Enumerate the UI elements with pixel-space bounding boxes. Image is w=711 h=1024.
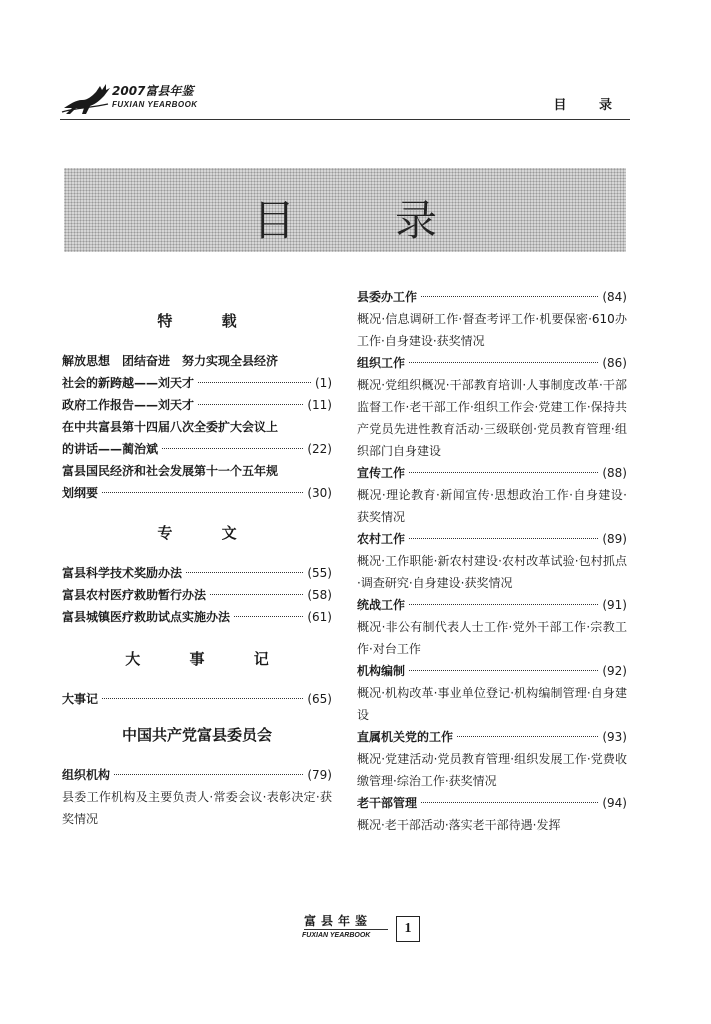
toc-page-number: (89) <box>602 532 627 546</box>
toc-subtopics: 概况·信息调研工作·督查考评工作·机要保密·610办工作·自身建设·获奖情况 <box>357 312 627 348</box>
toc-entry-title: 的讲话——蔺治斌 <box>62 442 159 456</box>
yearbook-subtitle: FUXIAN YEARBOOK <box>112 100 198 109</box>
toc-entry-title: 政府工作报告——刘天才 <box>62 398 195 412</box>
toc-entry-title: 老干部管理 <box>357 796 418 810</box>
toc-subtopics: 概况·理论教育·新闻宣传·思想政治工作·自身建设·获奖情况 <box>357 488 627 524</box>
toc-entry-title: 富县科学技术奖励办法 <box>62 566 183 580</box>
dot-leader <box>210 594 303 595</box>
toc-page-number: (84) <box>602 290 627 304</box>
toc-entry-title: 组织工作 <box>357 356 406 370</box>
toc-entry[interactable] <box>357 462 627 484</box>
toc-entry[interactable] <box>62 438 332 460</box>
toc-page-number: (1) <box>315 376 332 390</box>
toc-page-number: (86) <box>602 356 627 370</box>
toc-subtopics: 概况·党建活动·党员教育管理·组织发展工作·党费收缴管理·综治工作·获奖情况 <box>357 752 627 788</box>
page-footer <box>298 912 428 952</box>
toc-page-number: (79) <box>307 768 332 782</box>
leaping-deer-logo-icon <box>60 78 116 118</box>
toc-entry-title: 划纲要 <box>62 486 99 500</box>
toc-entry[interactable] <box>357 528 627 550</box>
dot-leader <box>114 774 303 775</box>
section-heading: 大 事 记 <box>125 650 291 668</box>
toc-subtopics: 概况·工作职能·新农村建设·农村改革试验·包村抓点·调查研究·自身建设·获奖情况 <box>357 554 627 590</box>
toc-entry-title: 组织机构 <box>62 768 111 782</box>
toc-subtopics: 概况·非公有制代表人士工作·党外干部工作·宗教工作·对台工作 <box>357 620 627 656</box>
toc-page-number: (61) <box>307 610 332 624</box>
page-header <box>60 78 630 122</box>
header-rule <box>60 119 630 120</box>
toc-page-number: (91) <box>602 598 627 612</box>
toc-entry[interactable] <box>62 562 332 584</box>
header-section-label: 目 录 <box>553 98 626 113</box>
dot-leader <box>102 698 303 699</box>
section-heading: 中国共产党富县委员会 <box>121 726 272 744</box>
dot-leader <box>198 404 303 405</box>
toc-subtopics: 概况·党组织概况·干部教育培训·人事制度改革·干部监督工作·老干部工作·组织工作会·党建工作·保持共产党员先进性教育活动·三级联创·党员教育管理·组织部门自身建设 <box>357 378 627 458</box>
toc-page-number: (65) <box>307 692 332 706</box>
toc-entry[interactable] <box>62 688 332 710</box>
dot-leader <box>234 616 303 617</box>
toc-right-column <box>357 280 627 836</box>
toc-entry[interactable] <box>357 660 627 682</box>
toc-entry[interactable] <box>357 792 627 814</box>
toc-entry-title: 社会的新跨越——刘天才 <box>62 376 195 390</box>
toc-entry[interactable] <box>357 594 627 616</box>
dot-leader <box>186 572 303 573</box>
toc-entry-title: 直属机关党的工作 <box>357 730 454 744</box>
toc-entry-title: 农村工作 <box>357 532 406 546</box>
footer-subtitle: FUXIAN YEARBOOK <box>302 932 371 939</box>
toc-page-number: (58) <box>307 588 332 602</box>
dot-leader <box>409 670 598 671</box>
toc-page-number: (88) <box>602 466 627 480</box>
toc-page-number: (92) <box>602 664 627 678</box>
toc-entry-title: 统战工作 <box>357 598 406 612</box>
toc-entry-title: 机构编制 <box>357 664 406 678</box>
footer-rule <box>304 929 388 930</box>
toc-entry-title: 大事记 <box>62 692 99 706</box>
toc-entry-title: 宣传工作 <box>357 466 406 480</box>
toc-entry[interactable] <box>62 394 332 416</box>
toc-entry-line[interactable]: 富县国民经济和社会发展第十一个五年规 <box>62 464 279 478</box>
toc-entry-line[interactable]: 解放思想 团结奋进 努力实现全县经济 <box>62 354 279 368</box>
dot-leader <box>162 448 303 449</box>
toc-subtopics: 概况·机构改革·事业单位登记·机构编制管理·自身建设 <box>357 686 627 722</box>
toc-entry[interactable] <box>357 352 627 374</box>
toc-entry[interactable] <box>62 606 332 628</box>
toc-subtopics: 县委工作机构及主要负责人·常委会议·表彰决定·获奖情况 <box>62 790 332 826</box>
toc-entry[interactable] <box>62 372 332 394</box>
page-number: 1 <box>396 916 420 942</box>
dot-leader <box>421 296 598 297</box>
toc-entry-title: 县委办工作 <box>357 290 418 304</box>
dot-leader <box>409 472 598 473</box>
title-banner <box>64 168 626 252</box>
toc-entry[interactable] <box>62 482 332 504</box>
dot-leader <box>421 802 598 803</box>
dot-leader <box>102 492 303 493</box>
toc-subtopics: 概况·老干部活动·落实老干部待遇·发挥 <box>357 818 561 832</box>
toc-left-column <box>62 280 332 830</box>
toc-entry[interactable] <box>357 286 627 308</box>
dot-leader <box>409 604 598 605</box>
dot-leader <box>409 362 598 363</box>
dot-leader <box>198 382 311 383</box>
toc-entry-title: 富县城镇医疗救助试点实施办法 <box>62 610 231 624</box>
toc-page-number: (11) <box>307 398 332 412</box>
toc-entry[interactable] <box>357 726 627 748</box>
banner-title: 目录 <box>252 196 537 245</box>
toc-page-number: (94) <box>602 796 627 810</box>
footer-title: 富县年鉴 <box>304 914 373 928</box>
toc-page-number: (93) <box>602 730 627 744</box>
toc-entry-line[interactable]: 在中共富县第十四届八次全委扩大会议上 <box>62 420 279 434</box>
dot-leader <box>409 538 598 539</box>
section-heading: 专 文 <box>157 524 259 542</box>
toc-page-number: (30) <box>307 486 332 500</box>
toc-entry-title: 富县农村医疗救助暂行办法 <box>62 588 207 602</box>
toc-page-number: (55) <box>307 566 332 580</box>
toc-entry[interactable] <box>62 764 332 786</box>
toc-entry[interactable] <box>62 584 332 606</box>
dot-leader <box>457 736 598 737</box>
section-heading: 特 载 <box>157 312 259 330</box>
toc-page-number: (22) <box>307 442 332 456</box>
yearbook-title: 2007富县年鉴 <box>112 84 194 98</box>
